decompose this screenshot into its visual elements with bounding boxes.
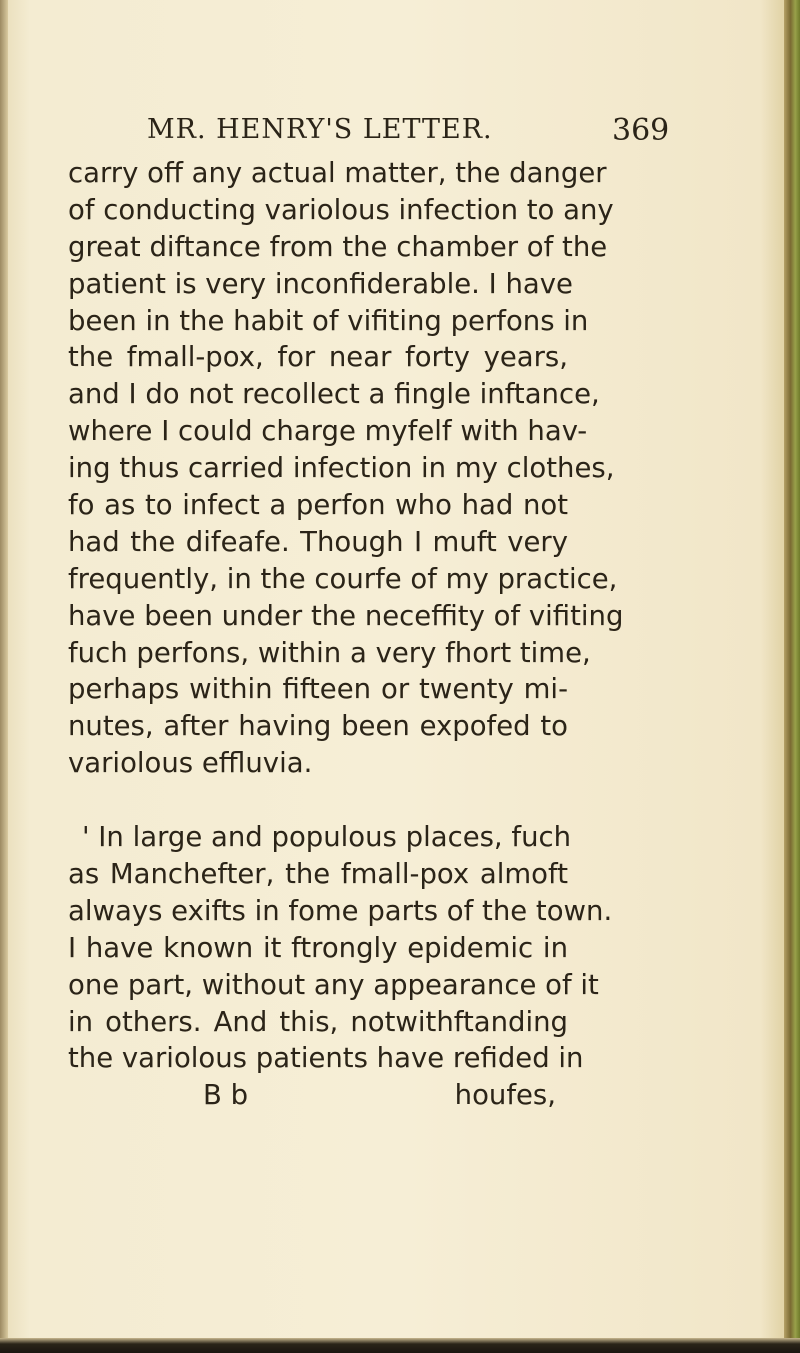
text-line: perhaps within fifteen or twenty mi-: [68, 673, 568, 706]
signature-mark: B b: [203, 1079, 249, 1112]
text-block: [68, 155, 624, 1114]
text-line: the variolous patients have refided in: [68, 1042, 584, 1075]
text-line: and I do not recollect a fingle inftance,: [68, 378, 600, 411]
text-line: great diftance from the chamber of the: [68, 230, 608, 263]
page-bottom-edge: [0, 1338, 800, 1353]
paragraph-1: [68, 155, 624, 782]
page-header: [0, 114, 800, 148]
text-line: of conducting variolous infection to any: [68, 193, 614, 226]
text-line: ' In large and populous places, fuch: [82, 821, 572, 854]
text-line: carry off any actual matter, the danger: [68, 157, 607, 189]
text-line: the fmall-pox, for near forty years,: [68, 341, 568, 374]
text-line: where I could charge myfelf with hav-: [68, 415, 588, 448]
text-line: fo as to infect a perfon who had not: [68, 489, 568, 522]
page-footer: [68, 1077, 568, 1114]
page-fore-edge: [784, 0, 800, 1353]
page-gutter-edge: [0, 0, 8, 1353]
text-line: have been under the neceffity of vifiting: [68, 599, 624, 632]
text-line: variolous effluvia.: [68, 747, 313, 780]
text-line: as Manchefter, the fmall-pox almoft: [68, 858, 568, 891]
text-line: always exifts in fome parts of the town.: [68, 894, 613, 927]
paragraph-2: [68, 819, 613, 1077]
text-line: ing thus carried infection in my clothes,: [68, 452, 615, 485]
text-line: in others. And this, notwithftanding: [68, 1005, 568, 1038]
text-line: I have known it ftrongly epidemic in: [68, 931, 568, 964]
text-line: nutes, after having been expofed to: [68, 710, 568, 743]
text-line: fuch perfons, within a very fhort time,: [68, 636, 591, 669]
text-line: frequently, in the courfe of my practice,: [68, 562, 618, 595]
text-line: one part, without any appearance of it: [68, 968, 599, 1001]
paragraph-gap: [68, 782, 568, 819]
running-head: MR. HENRY'S LETTER.: [147, 114, 493, 145]
page-number: 369: [612, 113, 670, 148]
text-line: had the difeafe. Though I muft very: [68, 525, 568, 558]
text-line: patient is very inconfiderable. I have: [68, 267, 573, 300]
text-line: been in the habit of vifiting perfons in: [68, 304, 589, 337]
catchword: houfes,: [454, 1079, 556, 1112]
